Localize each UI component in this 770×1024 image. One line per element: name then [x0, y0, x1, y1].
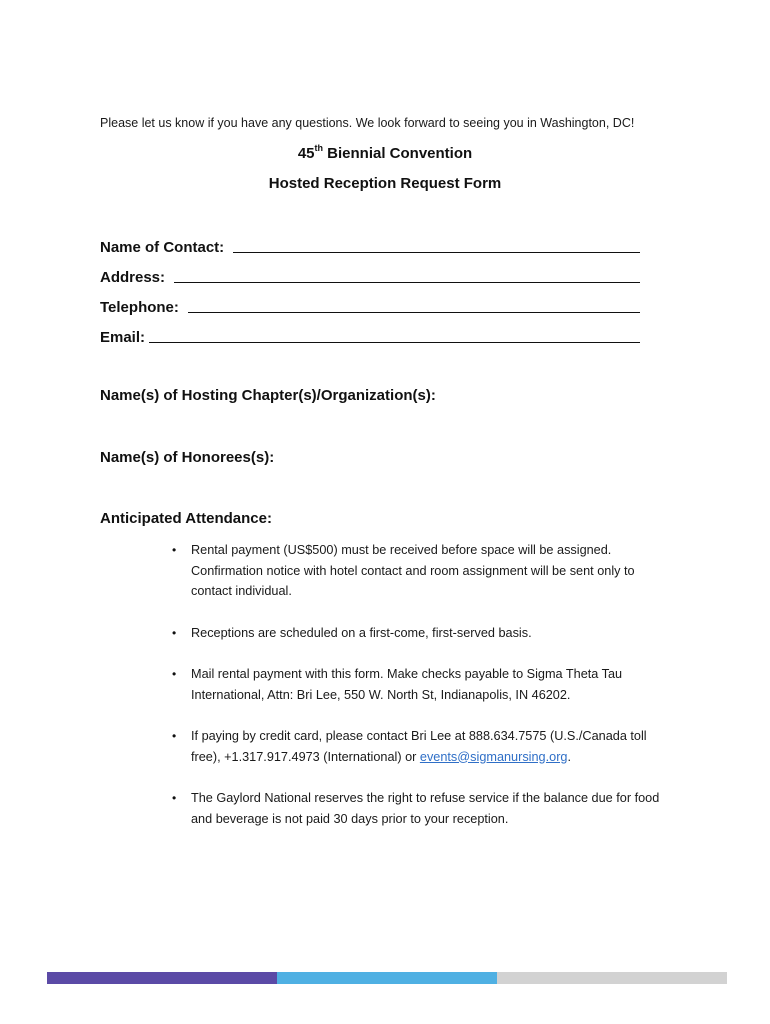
bullet-text: If paying by credit card, please contact Bri Lee at 888.634.7575 (U.S./Canada toll free), +1.317.917.4973 (International) or: [191, 729, 647, 764]
email-label: Email:: [100, 329, 146, 346]
contact-label: Name of Contact:: [100, 239, 225, 256]
list-item: [172, 540, 676, 602]
bullet-text: Receptions are scheduled on a first-come, first-served basis.: [191, 626, 532, 640]
list-item: [172, 664, 676, 705]
list-item: [172, 726, 676, 767]
bullet-icon: •: [172, 667, 177, 681]
hosting-chapter-heading: Name(s) of Hosting Chapter(s)/Organization(s):: [100, 387, 436, 404]
title-number: 45: [297, 145, 315, 162]
bullet-icon: •: [172, 791, 177, 805]
footer-bar-blue: [277, 972, 497, 984]
bullet-text: Rental payment (US$500) must be received before space will be assigned. Confirmation notice with hotel contact and room assignment will be sent only to contact individual.: [191, 543, 635, 598]
bullet-icon: •: [172, 626, 177, 640]
list-item: [172, 788, 676, 829]
footer-bar-grey: [497, 972, 727, 984]
bullet-text: The Gaylord National reserves the right to refuse service if the balance due for food and beverage is not paid 30 days prior to your reception.: [191, 791, 660, 826]
email-link[interactable]: events@sigmanursing.org: [419, 749, 568, 764]
form-subtitle: Hosted Reception Request Form: [268, 175, 502, 192]
bullet-text-end: .: [567, 749, 572, 764]
bullet-icon: •: [172, 729, 177, 743]
telephone-label: Telephone:: [100, 299, 179, 316]
attendance-heading: Anticipated Attendance:: [100, 510, 272, 527]
intro-text: Please let us know if you have any questions. We look forward to seeing you in Washington, DC!: [100, 116, 635, 130]
bullet-icon: •: [172, 543, 177, 557]
title-rest: Biennial Convention: [323, 145, 473, 162]
bullet-text: Mail rental payment with this form. Make checks payable to Sigma Theta Tau International, Attn: Bri Lee, 550 W. North St, Indianapolis, IN 46202.: [191, 667, 623, 702]
honorees-heading: Name(s) of Honorees(s):: [100, 449, 275, 466]
footer-bar-purple: [47, 972, 277, 984]
address-label: Address:: [100, 269, 166, 286]
list-item: [172, 623, 676, 644]
title-superscript: th: [314, 143, 323, 153]
